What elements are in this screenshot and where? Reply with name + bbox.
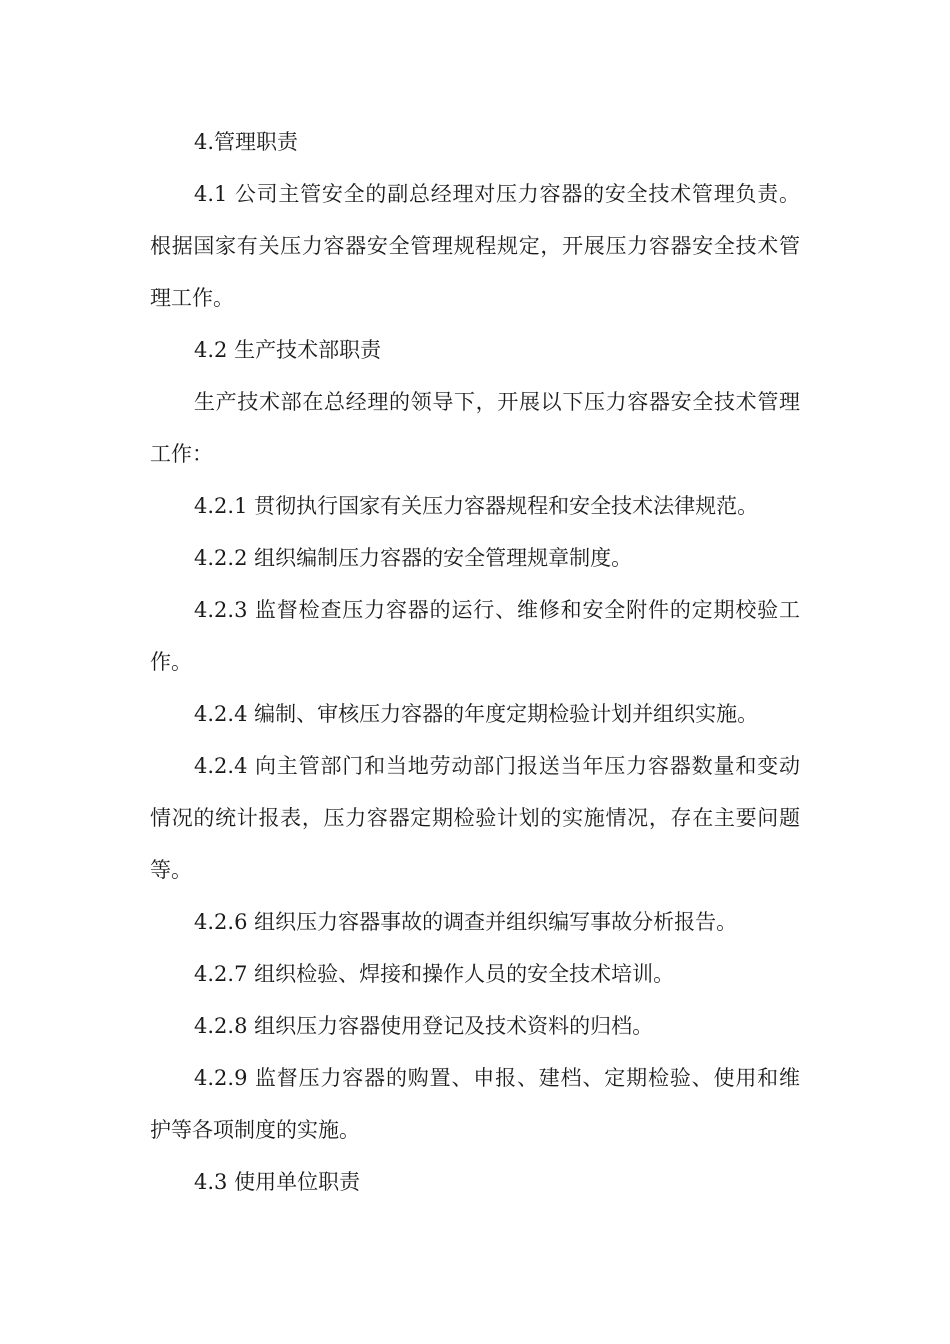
document-body	[150, 116, 800, 1208]
paragraph-4-2-2: 4.2.2 组织编制压力容器的安全管理规章制度。	[194, 546, 633, 570]
paragraph-4-2-3: 4.2.3 监督检查压力容器的运行、维修和安全附件的定期校验工作。	[150, 598, 800, 674]
paragraph-4-2-7: 4.2.7 组织检验、焊接和操作人员的安全技术培训。	[194, 962, 675, 986]
paragraph-4-2-1: 4.2.1 贯彻执行国家有关压力容器规程和安全技术法律规范。	[194, 494, 759, 518]
paragraph-4-2-6: 4.2.6 组织压力容器事故的调查并组织编写事故分析报告。	[194, 910, 738, 934]
section-heading-management-duties: 4.管理职责	[194, 130, 299, 154]
paragraph-4-2-4-a: 4.2.4 编制、审核压力容器的年度定期检验计划并组织实施。	[194, 702, 759, 726]
paragraph-4-2-4-b: 4.2.4 向主管部门和当地劳动部门报送当年压力容器数量和变动情况的统计报表，压力容器定期检验计划的实施情况，存在主要问题等。	[150, 754, 800, 882]
section-heading-4-3: 4.3 使用单位职责	[194, 1170, 361, 1194]
paragraph-4-2-8: 4.2.8 组织压力容器使用登记及技术资料的归档。	[194, 1014, 654, 1038]
paragraph-4-2-9: 4.2.9 监督压力容器的购置、申报、建档、定期检验、使用和维护等各项制度的实施。	[150, 1066, 800, 1142]
paragraph-4-2-intro: 生产技术部在总经理的领导下，开展以下压力容器安全技术管理工作：	[150, 390, 800, 466]
section-heading-4-2: 4.2 生产技术部职责	[194, 338, 382, 362]
paragraph-4-1: 4.1 公司主管安全的副总经理对压力容器的安全技术管理负责。根据国家有关压力容器安全管理规程规定，开展压力容器安全技术管理工作。	[150, 182, 800, 310]
